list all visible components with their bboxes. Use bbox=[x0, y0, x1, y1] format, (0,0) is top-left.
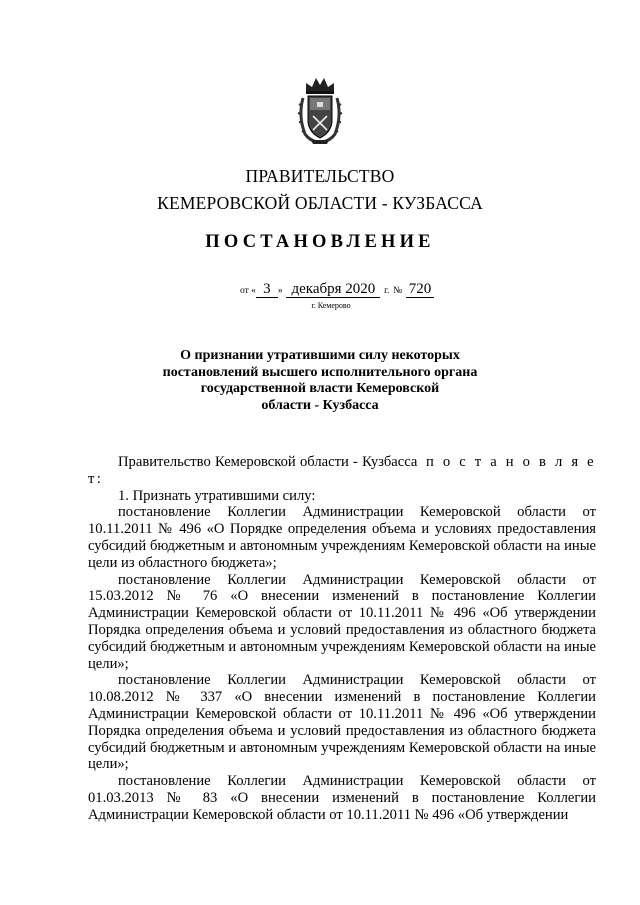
date-year-abbr: г. bbox=[384, 286, 390, 296]
document-subject bbox=[150, 348, 490, 414]
subject-line: О признании утратившими силу некоторых bbox=[180, 348, 460, 363]
date-prefix: от « bbox=[240, 286, 256, 296]
subject-line: постановлений высшего исполнительного органа bbox=[162, 364, 478, 380]
date-day: 3 bbox=[256, 282, 278, 298]
org-name-line2: КЕМЕРОВСКОЙ ОБЛАСТИ - КУЗБАССА bbox=[157, 193, 483, 213]
body-paragraph: постановление Коллегии Администрации Кемеровской области от 01.03.2013 № 83 «О внесении изменений в постановление Коллегии Администрации Кемеровской области от 10.11.2011 № 496 «Об утверждении bbox=[88, 773, 596, 823]
subject-line: государственной власти Кемеровской bbox=[200, 381, 440, 396]
subject-line: области - Кузбасса bbox=[261, 397, 379, 413]
coat-of-arms-icon bbox=[297, 76, 343, 146]
item-1: 1. Признать утратившими силу: bbox=[118, 487, 316, 504]
preamble-decree: п о с т а н о в л я е т: bbox=[88, 454, 596, 487]
date-number-line bbox=[240, 281, 460, 301]
document-body bbox=[88, 454, 596, 824]
preamble-text: Правительство Кемеровской области - Кузбасса bbox=[118, 454, 418, 470]
document-number: 720 bbox=[406, 282, 434, 298]
preamble-paragraph bbox=[88, 454, 596, 488]
org-name-line1: ПРАВИТЕЛЬСТВО bbox=[245, 166, 395, 186]
number-label: № bbox=[393, 286, 403, 296]
date-day-close: » bbox=[277, 286, 283, 296]
city-label: г. Кемерово bbox=[311, 301, 351, 310]
body-paragraph: постановление Коллегии Администрации Кемеровской области от 15.03.2012 № 76 «О внесении изменений в постановление Коллегии Администрации Кемеровской области от 10.11.2011 № 496 «Об утверждении Порядка определения объема и условий предоставления из областного бюджета субсидий бюджетным и автономным учреждениям Кемеровской области на иные цели»; bbox=[88, 571, 596, 672]
body-paragraph: постановление Коллегии Администрации Кемеровской области от 10.11.2011 № 496 «О Порядке определения объема и условиях предоставления субсидий бюджетным и автономным учреждениям Кемеровской области на иные цели из областного бюджета»; bbox=[88, 504, 596, 571]
date-month-year: декабря 2020 bbox=[286, 282, 380, 298]
document-type-title: ПОСТАНОВЛЕНИЕ bbox=[205, 232, 435, 252]
body-paragraph: постановление Коллегии Администрации Кемеровской области от 10.08.2012 № 337 «О внесении изменений в постановление Коллегии Администрации Кемеровской области от 10.11.2011 № 496 «Об утверждении Порядка определения объема и условий предоставления из областного бюджета субсидий бюджетным и автономным учреждениям Кемеровской области на иные цели»; bbox=[88, 672, 596, 773]
